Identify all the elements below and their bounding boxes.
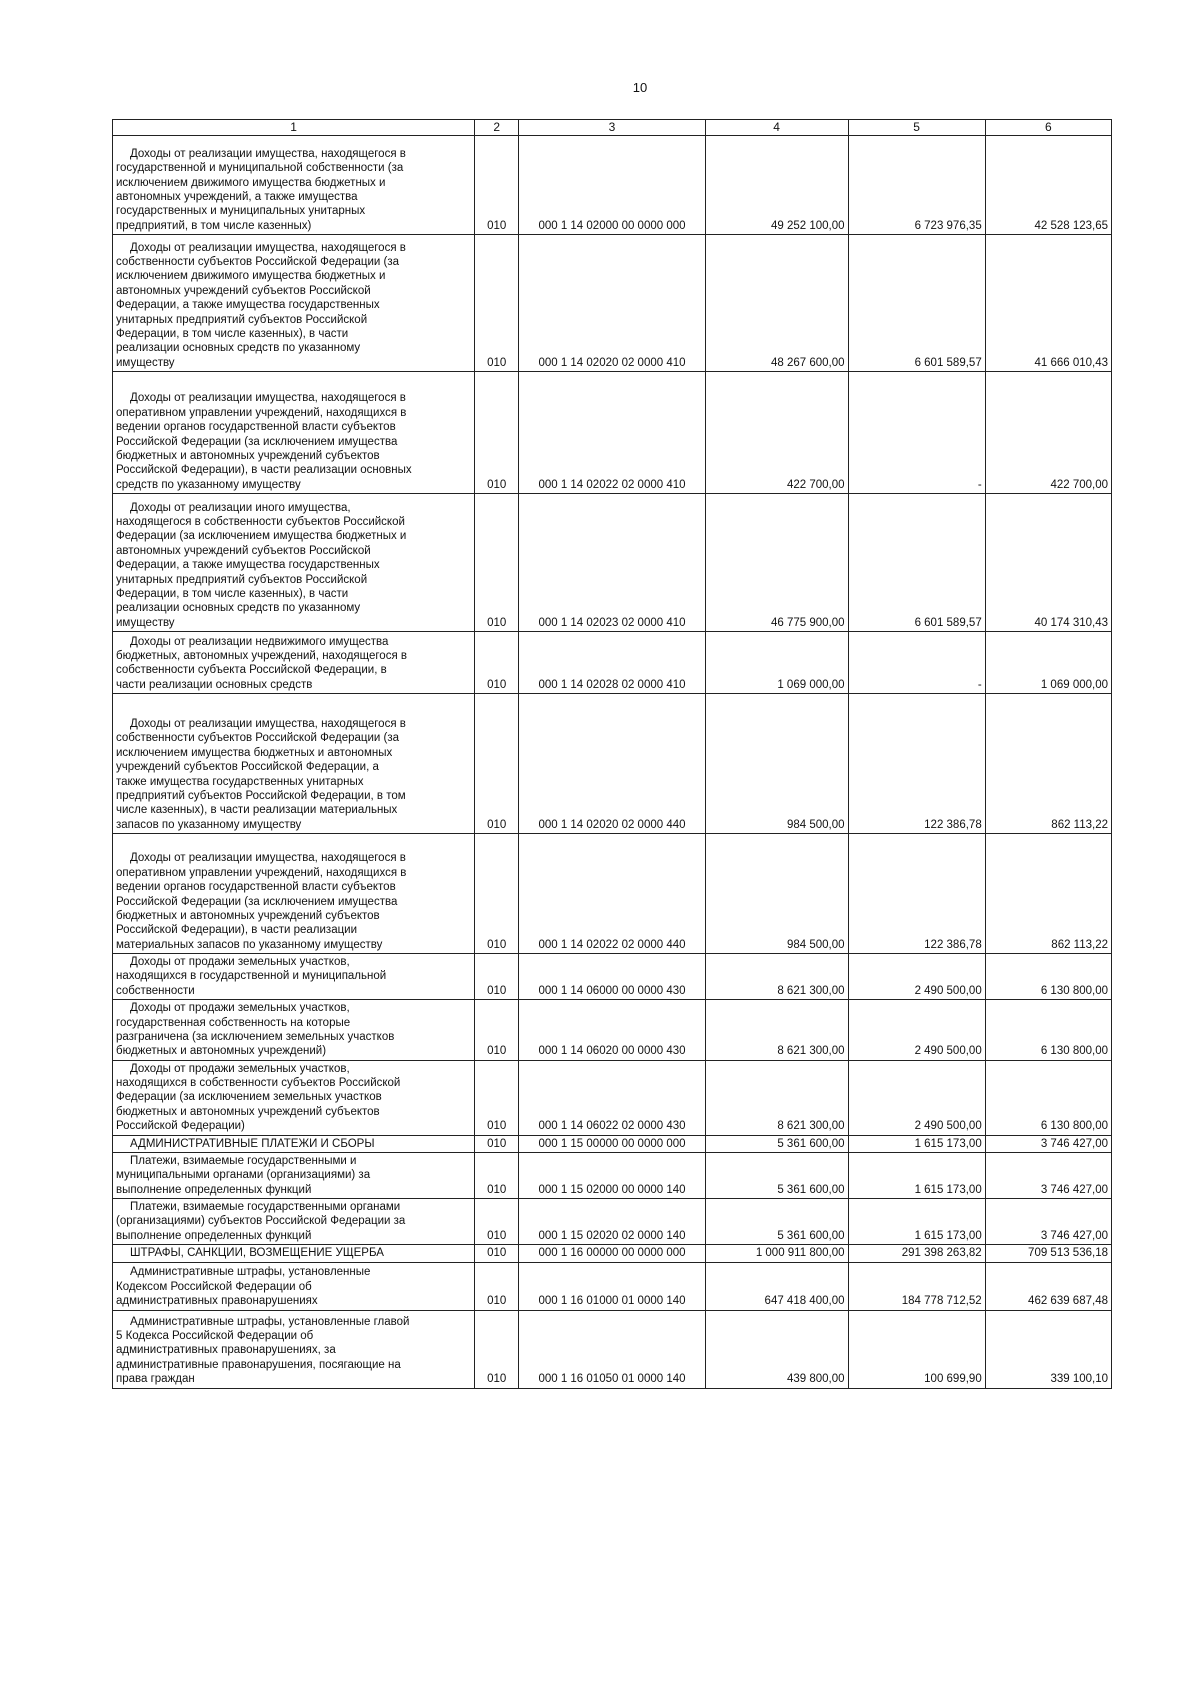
description-line: имуществу: [116, 616, 175, 629]
description-line: Российской Федерации (за исключением имущества: [116, 435, 398, 448]
description-line: собственности субъектов Российской Федерации (за: [116, 256, 400, 268]
row-description: [113, 235, 475, 372]
budget-classification-code: 000 1 14 02020 02 0000 410: [519, 235, 706, 372]
description-line: предприятий, в том числе казенных): [116, 219, 312, 232]
description-line: Доходы от реализации иного имущества,: [130, 501, 351, 514]
budget-classification-code: 000 1 14 06000 00 0000 430: [519, 954, 706, 1000]
budget-classification-code: 000 1 14 02022 02 0000 440: [519, 834, 706, 954]
line-code: 010: [475, 1199, 519, 1245]
row-description: [113, 834, 475, 954]
line-code: 010: [475, 694, 519, 834]
approved-amount: 8 621 300,00: [705, 954, 848, 1000]
description-line: автономных учреждений, а также имущества: [116, 190, 358, 203]
unexecuted-amount: 462 639 687,48: [985, 1262, 1111, 1310]
row-description: [113, 1135, 475, 1152]
table-row: [113, 632, 1112, 694]
description-line: Федерации, в том числе казенных), в части: [116, 327, 349, 340]
description-line: Доходы от реализации недвижимого имущества: [130, 635, 389, 648]
approved-amount: 984 500,00: [705, 834, 848, 954]
description-line: 5 Кодекса Российской Федерации об: [116, 1330, 314, 1342]
approved-amount: 422 700,00: [705, 372, 848, 494]
table-row: [113, 1245, 1112, 1262]
description-line: исключением имущества бюджетных и автономных: [116, 746, 393, 759]
row-description: [113, 1245, 475, 1262]
unexecuted-amount: 42 528 123,65: [985, 136, 1111, 235]
line-code: 010: [475, 954, 519, 1000]
description-line: АДМИНИСТРАТИВНЫЕ ПЛАТЕЖИ И СБОРЫ: [130, 1137, 375, 1150]
unexecuted-amount: 6 130 800,00: [985, 1060, 1111, 1135]
budget-classification-code: 000 1 14 02000 00 0000 000: [519, 136, 706, 235]
description-line: оперативном управлении учреждений, находящихся в: [116, 866, 407, 879]
line-code: 010: [475, 1245, 519, 1262]
unexecuted-amount: 422 700,00: [985, 372, 1111, 494]
row-description: [113, 136, 475, 235]
line-code: 010: [475, 1152, 519, 1198]
table-row: [113, 235, 1112, 372]
approved-amount: 8 621 300,00: [705, 1060, 848, 1135]
description-line: (организациями) субъектов Российской Федерации за: [116, 1215, 406, 1228]
line-code: 010: [475, 1310, 519, 1388]
budget-classification-code: 000 1 15 02000 00 0000 140: [519, 1152, 706, 1198]
table-row: [113, 694, 1112, 834]
description-line: Административные штрафы, установленные: [130, 1266, 371, 1279]
line-code: 010: [475, 834, 519, 954]
table-row: [113, 136, 1112, 235]
line-code: 010: [475, 494, 519, 632]
executed-amount: 122 386,78: [848, 834, 985, 954]
approved-amount: 49 252 100,00: [705, 136, 848, 235]
unexecuted-amount: 3 746 427,00: [985, 1152, 1111, 1198]
unexecuted-amount: 862 113,22: [985, 694, 1111, 834]
description-line: государственная собственность на которые: [116, 1016, 351, 1029]
table-row: [113, 494, 1112, 632]
description-line: унитарных предприятий субъектов Российской: [116, 313, 368, 326]
description-line: административных правонарушениях, за: [116, 1344, 336, 1357]
description-line: бюджетных, автономных учреждений, находящегося в: [116, 649, 407, 662]
executed-amount: 6 601 589,57: [848, 494, 985, 632]
description-line: собственности субъекта Российской Федерации, в: [116, 664, 387, 677]
executed-amount: -: [848, 372, 985, 494]
budget-classification-code: 000 1 14 06022 02 0000 430: [519, 1060, 706, 1135]
row-description: [113, 954, 475, 1000]
line-code: 010: [475, 1000, 519, 1061]
description-line: Российской Федерации): [116, 1120, 245, 1133]
executed-amount: 6 601 589,57: [848, 235, 985, 372]
description-line: ведении органов государственной власти субъектов: [116, 881, 396, 894]
description-line: бюджетных и автономных учреждений субъектов: [116, 1105, 380, 1118]
description-line: автономных учреждений субъектов Российской: [116, 284, 371, 297]
unexecuted-amount: 6 130 800,00: [985, 954, 1111, 1000]
line-code: 010: [475, 1135, 519, 1152]
approved-amount: 5 361 600,00: [705, 1152, 848, 1198]
executed-amount: 2 490 500,00: [848, 954, 985, 1000]
description-line: исключением движимого имущества бюджетных и: [116, 270, 386, 283]
approved-amount: 46 775 900,00: [705, 494, 848, 632]
description-line: реализации основных средств по указанному: [116, 602, 361, 615]
budget-classification-code: 000 1 14 02028 02 0000 410: [519, 632, 706, 694]
approved-amount: 1 000 911 800,00: [705, 1245, 848, 1262]
unexecuted-amount: 862 113,22: [985, 834, 1111, 954]
description-line: Платежи, взимаемые государственными и: [130, 1154, 357, 1167]
description-line: учреждений субъектов Российской Федерации, а: [116, 761, 379, 774]
column-header: 1: [113, 120, 475, 136]
budget-classification-code: 000 1 14 02020 02 0000 440: [519, 694, 706, 834]
description-line: числе казенных), в части реализации материальных: [116, 804, 398, 817]
budget-classification-code: 000 1 15 02020 02 0000 140: [519, 1199, 706, 1245]
approved-amount: 8 621 300,00: [705, 1000, 848, 1061]
description-line: Доходы от реализации имущества, находящегося в: [130, 147, 406, 160]
column-header: 2: [475, 120, 519, 136]
approved-amount: 439 800,00: [705, 1310, 848, 1388]
description-line: средств по указанному имуществу: [116, 478, 301, 491]
table-row: [113, 1152, 1112, 1198]
description-line: ведении органов государственной власти субъектов: [116, 421, 396, 434]
description-line: Доходы от реализации имущества, находящегося в: [130, 392, 406, 405]
row-description: [113, 372, 475, 494]
description-line: материальных запасов по указанному имуществу: [116, 938, 383, 951]
description-line: находящихся в собственности субъектов Российской: [116, 1077, 401, 1089]
unexecuted-amount: 40 174 310,43: [985, 494, 1111, 632]
approved-amount: 647 418 400,00: [705, 1262, 848, 1310]
line-code: 010: [475, 1262, 519, 1310]
description-line: бюджетных и автономных учреждений субъектов: [116, 909, 380, 922]
executed-amount: 2 490 500,00: [848, 1060, 985, 1135]
description-line: выполнение определенных функций: [116, 1229, 312, 1242]
description-line: Федерации (за исключением земельных участков: [116, 1091, 382, 1104]
description-line: Федерации, а также имущества государственных: [116, 559, 380, 572]
executed-amount: 1 615 173,00: [848, 1152, 985, 1198]
description-line: административные правонарушения, посягающие на: [116, 1358, 401, 1371]
description-line: унитарных предприятий субъектов Российской: [116, 573, 368, 586]
approved-amount: 5 361 600,00: [705, 1135, 848, 1152]
approved-amount: 984 500,00: [705, 694, 848, 834]
column-header: 3: [519, 120, 706, 136]
unexecuted-amount: 6 130 800,00: [985, 1000, 1111, 1061]
description-line: бюджетных и автономных учреждений): [116, 1045, 327, 1058]
description-line: части реализации основных средств: [116, 678, 313, 691]
executed-amount: 2 490 500,00: [848, 1000, 985, 1061]
description-line: Федерации (за исключением имущества бюджетных и: [116, 530, 407, 543]
line-code: 010: [475, 632, 519, 694]
row-description: [113, 1310, 475, 1388]
table-row: [113, 1060, 1112, 1135]
description-line: также имущества государственных унитарных: [116, 775, 364, 788]
description-line: Платежи, взимаемые государственными органами: [130, 1201, 401, 1213]
description-line: Доходы от реализации имущества, находящегося в: [130, 718, 406, 730]
description-line: находящегося в собственности субъектов Российской: [116, 516, 405, 528]
line-code: 010: [475, 372, 519, 494]
table-row: [113, 1135, 1112, 1152]
line-code: 010: [475, 136, 519, 235]
description-line: государственных и муниципальных унитарных: [116, 205, 366, 218]
executed-amount: 6 723 976,35: [848, 136, 985, 235]
description-line: запасов по указанному имуществу: [116, 818, 302, 831]
description-line: Федерации, а также имущества государственных: [116, 299, 380, 312]
description-line: Российской Федерации), в части реализации основных: [116, 464, 412, 477]
budget-classification-code: 000 1 14 02023 02 0000 410: [519, 494, 706, 632]
description-line: реализации основных средств по указанному: [116, 342, 361, 355]
budget-classification-code: 000 1 14 06020 00 0000 430: [519, 1000, 706, 1061]
table-row: [113, 1310, 1112, 1388]
description-line: предприятий субъектов Российской Федерации, в том: [116, 789, 406, 802]
description-line: ШТРАФЫ, САНКЦИИ, ВОЗМЕЩЕНИЕ УЩЕРБА: [130, 1247, 384, 1260]
description-line: Российской Федерации (за исключением имущества: [116, 895, 398, 908]
executed-amount: -: [848, 632, 985, 694]
table-row: [113, 1262, 1112, 1310]
description-line: Доходы от реализации имущества, находящегося в: [130, 852, 406, 865]
table-row: [113, 954, 1112, 1000]
executed-amount: 291 398 263,82: [848, 1245, 985, 1262]
unexecuted-amount: 1 069 000,00: [985, 632, 1111, 694]
executed-amount: 122 386,78: [848, 694, 985, 834]
budget-classification-code: 000 1 16 01050 01 0000 140: [519, 1310, 706, 1388]
description-line: бюджетных и автономных учреждений субъектов: [116, 449, 380, 462]
description-line: Федерации, в том числе казенных), в части: [116, 587, 349, 600]
budget-classification-code: 000 1 16 01000 01 0000 140: [519, 1262, 706, 1310]
description-line: собственности: [116, 984, 195, 997]
description-line: разграничена (за исключением земельных участков: [116, 1030, 395, 1043]
table-header-row: [113, 120, 1112, 136]
description-line: выполнение определенных функций: [116, 1183, 312, 1196]
description-line: оперативном управлении учреждений, находящихся в: [116, 406, 407, 419]
description-line: исключением движимого имущества бюджетных и: [116, 176, 386, 189]
line-code: 010: [475, 235, 519, 372]
table-row: [113, 372, 1112, 494]
page-number: 10: [632, 80, 648, 95]
column-header: 6: [985, 120, 1111, 136]
row-description: [113, 1199, 475, 1245]
unexecuted-amount: 3 746 427,00: [985, 1135, 1111, 1152]
description-line: государственной и муниципальной собственности (за: [116, 162, 404, 175]
budget-classification-code: 000 1 15 00000 00 0000 000: [519, 1135, 706, 1152]
column-header: 4: [705, 120, 848, 136]
description-line: Российской Федерации), в части реализации: [116, 924, 358, 937]
description-line: Доходы от продажи земельных участков,: [130, 1002, 350, 1015]
table-row: [113, 834, 1112, 954]
row-description: [113, 1152, 475, 1198]
budget-classification-code: 000 1 14 02022 02 0000 410: [519, 372, 706, 494]
executed-amount: 1 615 173,00: [848, 1135, 985, 1152]
row-description: [113, 694, 475, 834]
line-code: 010: [475, 1060, 519, 1135]
unexecuted-amount: 41 666 010,43: [985, 235, 1111, 372]
row-description: [113, 1060, 475, 1135]
row-description: [113, 494, 475, 632]
budget-classification-code: 000 1 16 00000 00 0000 000: [519, 1245, 706, 1262]
unexecuted-amount: 709 513 536,18: [985, 1245, 1111, 1262]
description-line: имуществу: [116, 356, 175, 369]
executed-amount: 1 615 173,00: [848, 1199, 985, 1245]
description-line: находящихся в государственной и муниципальной: [116, 970, 387, 983]
description-line: Кодексом Российской Федерации об: [116, 1280, 312, 1293]
unexecuted-amount: 339 100,10: [985, 1310, 1111, 1388]
row-description: [113, 632, 475, 694]
column-header: 5: [848, 120, 985, 136]
description-line: административных правонарушениях: [116, 1295, 318, 1308]
approved-amount: 48 267 600,00: [705, 235, 848, 372]
approved-amount: 1 069 000,00: [705, 632, 848, 694]
description-line: Административные штрафы, установленные главой: [130, 1315, 410, 1328]
description-line: автономных учреждений субъектов Российской: [116, 544, 371, 557]
description-line: Доходы от реализации имущества, находящегося в: [130, 241, 406, 254]
description-line: права граждан: [116, 1373, 195, 1386]
revenue-table: [112, 119, 1112, 1389]
row-description: [113, 1262, 475, 1310]
row-description: [113, 1000, 475, 1061]
unexecuted-amount: 3 746 427,00: [985, 1199, 1111, 1245]
description-line: собственности субъектов Российской Федерации (за: [116, 732, 400, 745]
executed-amount: 184 778 712,52: [848, 1262, 985, 1310]
executed-amount: 100 699,90: [848, 1310, 985, 1388]
description-line: муниципальными органами (организациями) за: [116, 1169, 371, 1182]
table-row: [113, 1199, 1112, 1245]
approved-amount: 5 361 600,00: [705, 1199, 848, 1245]
table-row: [113, 1000, 1112, 1061]
description-line: Доходы от продажи земельных участков,: [130, 956, 350, 968]
description-line: Доходы от продажи земельных участков,: [130, 1062, 350, 1075]
